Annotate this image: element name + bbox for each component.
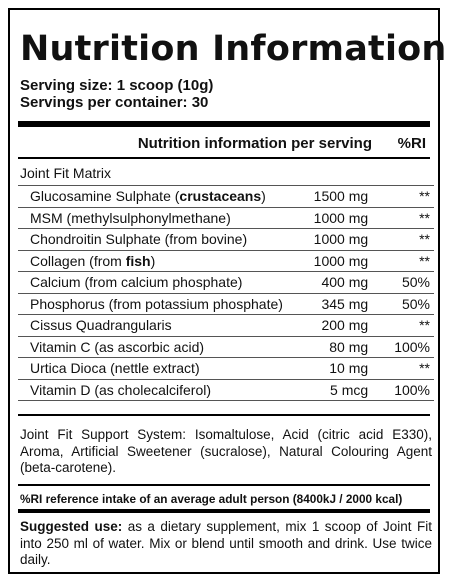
- header-per-serving: Nutrition information per serving: [137, 135, 372, 152]
- nutrient-name: [18, 379, 283, 401]
- table-row: [18, 379, 434, 401]
- nutrient-amount: 10 mg: [283, 358, 380, 380]
- divider-thick: [18, 509, 430, 513]
- ingredients-text: Joint Fit Support System: Isomaltulose, Acid (citric acid E330), Aroma, Artificial Sweetener (sucralose), Natural Colouring Agent (beta-carotene).: [20, 427, 432, 475]
- nutrient-name-suffix: ): [261, 188, 266, 205]
- suggested-use-label: Suggested use:: [20, 519, 123, 534]
- nutrient-name: [18, 315, 283, 337]
- divider-thin: [18, 157, 430, 159]
- serving-size: Serving size: 1 scoop (10g): [20, 77, 214, 94]
- table-row: [18, 358, 434, 380]
- nutrient-amount: 1000 mg: [283, 229, 380, 251]
- table-row: [18, 272, 434, 294]
- nutrient-name: [18, 229, 283, 251]
- table-row: [18, 336, 434, 358]
- nutrient-name-suffix: ): [150, 252, 156, 269]
- nutrient-name: [18, 250, 283, 272]
- nutrient-amount: 200 mg: [283, 315, 380, 337]
- nutrient-name-text: Phosphorus (from potassium phosphate): [30, 295, 283, 312]
- nutrient-name-text: Vitamin D (as cholecalciferol): [30, 381, 212, 398]
- nutrient-name-text: MSM (methylsulphonylmethane): [30, 209, 231, 226]
- nutrient-name-text: Glucosamine Sulphate (: [30, 188, 180, 205]
- nutrient-amount: 1500 mg: [283, 186, 380, 208]
- nutrient-amount: 345 mg: [283, 293, 380, 315]
- suggested-use-text: as a dietary supplement, mix 1 scoop of Joint Fit into 250 ml of water. Mix or blend until smooth and drink. Use twice daily.: [20, 519, 432, 567]
- nutrient-ri: 100%: [380, 336, 434, 358]
- nutrient-ri: **: [380, 229, 434, 251]
- nutrition-panel: [8, 8, 447, 574]
- nutrient-name: [18, 358, 283, 380]
- table-row: [18, 186, 434, 208]
- nutrient-ri: **: [380, 250, 434, 272]
- nutrient-name-text: Vitamin C (as ascorbic acid): [30, 338, 205, 355]
- divider-thin: [18, 414, 430, 416]
- page-title: Nutrition Information: [20, 29, 447, 69]
- nutrient-name: [18, 293, 283, 315]
- nutrient-ri: 100%: [380, 379, 434, 401]
- table-row: [18, 229, 434, 251]
- nutrient-name: [18, 272, 283, 294]
- nutrient-ri: **: [380, 358, 434, 380]
- nutrient-ri: 50%: [380, 293, 434, 315]
- divider-thick: [18, 121, 430, 127]
- section-label: Joint Fit Matrix: [20, 165, 112, 181]
- nutrient-ri: **: [380, 207, 434, 229]
- nutrient-name: [18, 186, 283, 208]
- nutrient-ri: **: [380, 186, 434, 208]
- table-row: [18, 293, 434, 315]
- allergen-text: fish: [125, 252, 151, 269]
- header-ri: %RI: [397, 135, 426, 152]
- nutrient-name-text: Calcium (from calcium phosphate): [30, 274, 243, 291]
- nutrient-name-text: Collagen (from: [30, 252, 126, 269]
- table-row: [18, 207, 434, 229]
- nutrient-amount: 1000 mg: [283, 250, 380, 272]
- nutrient-ri: **: [380, 315, 434, 337]
- table-row: [18, 315, 434, 337]
- allergen-text: crustaceans: [179, 188, 262, 205]
- nutrition-table: [18, 185, 434, 401]
- divider-thin: [18, 484, 430, 486]
- nutrient-name: [18, 336, 283, 358]
- nutrient-amount: 5 mcg: [283, 379, 380, 401]
- servings-per-container: Servings per container: 30: [20, 94, 209, 111]
- nutrient-amount: 80 mg: [283, 336, 380, 358]
- serving-info: [20, 77, 213, 111]
- suggested-use: [20, 519, 432, 569]
- nutrient-ri: 50%: [380, 272, 434, 294]
- table-header: [18, 133, 430, 155]
- nutrient-amount: 400 mg: [283, 272, 380, 294]
- nutrient-name-text: Chondroitin Sulphate (from bovine): [30, 231, 248, 248]
- nutrient-name-text: Cissus Quadrangularis: [30, 317, 172, 334]
- reference-note: %RI reference intake of an average adult person (8400kJ / 2000 kcal): [20, 492, 403, 506]
- nutrient-name-text: Urtica Dioca (nettle extract): [30, 360, 200, 377]
- nutrient-name: [18, 207, 283, 229]
- table-row: [18, 250, 434, 272]
- nutrient-amount: 1000 mg: [283, 207, 380, 229]
